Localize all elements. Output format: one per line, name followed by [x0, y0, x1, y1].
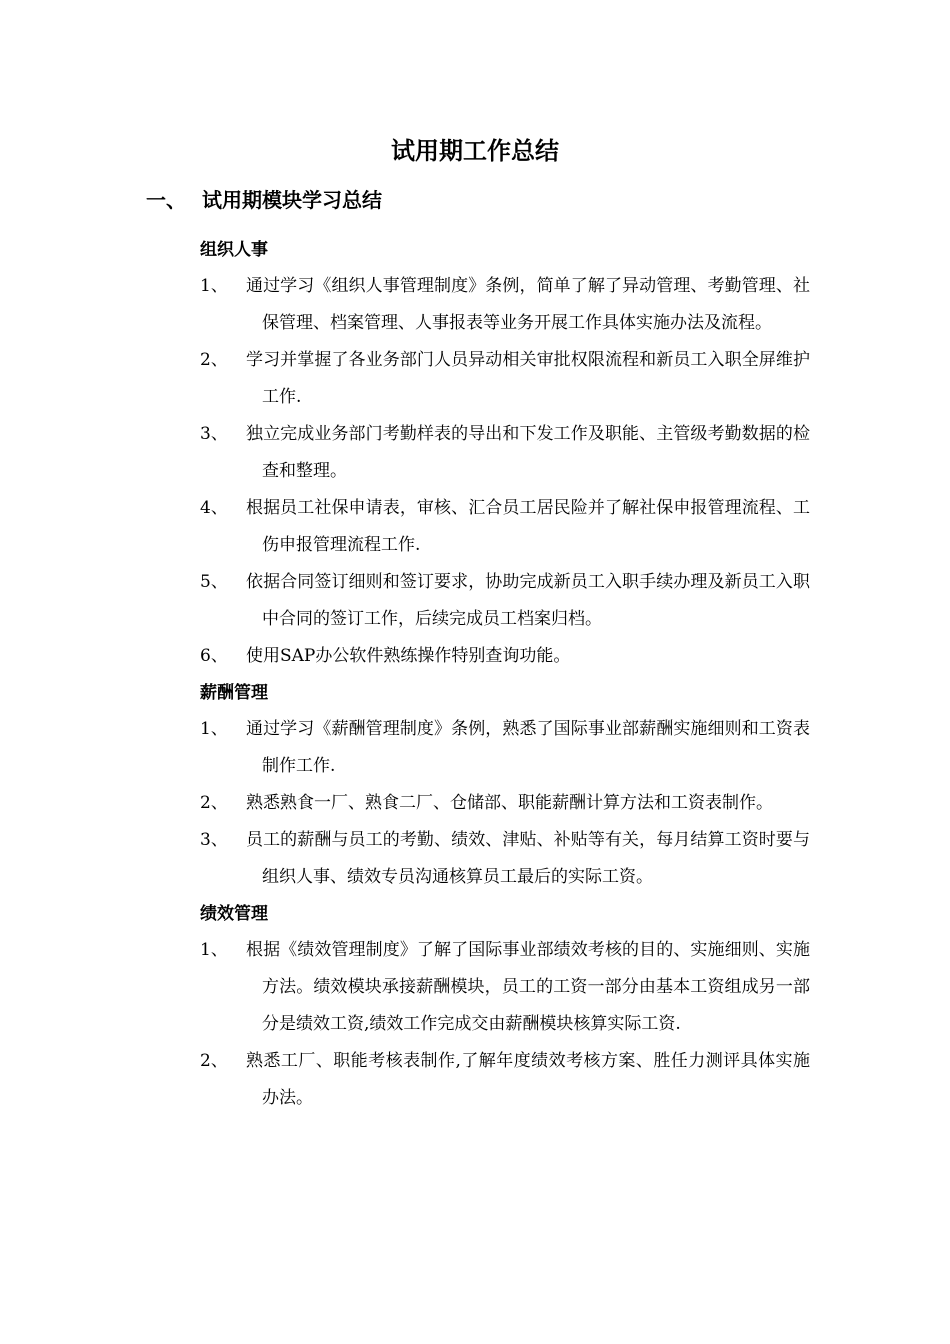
section-title: 试用期模块学习总结: [202, 188, 382, 212]
list-item-number: 2、: [200, 793, 228, 813]
list-item-number: 1、: [200, 276, 228, 296]
list-item-number: 1、: [200, 940, 228, 960]
list-item-text: 独立完成业务部门考勤样表的导出和下发工作及职能、主管级考勤数据的检查和整理。: [246, 424, 810, 481]
list-item-number: 6、: [200, 646, 228, 666]
list-item-text: 根据《绩效管理制度》了解了国际事业部绩效考核的目的、实施细则、实施方法。绩效模块承接薪酬模块，员工的工资一部分由基本工资组成另一部分是绩效工资,绩效工作完成交由薪酬模块核算实际工资.: [246, 940, 810, 1034]
page-title: 试用期工作总结: [391, 137, 559, 165]
list-item: [200, 785, 810, 822]
list-item: [200, 932, 810, 1043]
list-item-text: 通过学习《薪酬管理制度》条例，熟悉了国际事业部薪酬实施细则和工资表制作工作.: [246, 719, 810, 776]
list-item-text: 依据合同签订细则和签订要求，协助完成新员工入职手续办理及新员工入职中合同的签订工作，后续完成员工档案归档。: [246, 572, 810, 629]
group-organization-personnel: [200, 232, 810, 675]
list-item-number: 1、: [200, 719, 228, 739]
group-compensation: [200, 675, 810, 896]
list-item: [200, 268, 810, 342]
list-item: [200, 638, 810, 675]
list-item-text: 根据员工社保申请表，审核、汇合员工居民险并了解社保申报管理流程、工伤申报管理流程工作.: [246, 498, 810, 555]
list-item: [200, 822, 810, 896]
list-item: [200, 1043, 810, 1117]
list-item-number: 3、: [200, 424, 228, 444]
list-item-text: 通过学习《组织人事管理制度》条例，简单了解了异动管理、考勤管理、社保管理、档案管理、人事报表等业务开展工作具体实施办法及流程。: [246, 276, 810, 333]
list-item-number: 3、: [200, 830, 228, 850]
list-item: [200, 342, 810, 416]
list-item: [200, 711, 810, 785]
group-performance: [200, 896, 810, 1117]
list-item-text: 熟悉熟食一厂、熟食二厂、仓储部、职能薪酬计算方法和工资表制作。: [246, 793, 773, 813]
list-item-text: 使用SAP办公软件熟练操作特别查询功能。: [246, 646, 571, 666]
document-body: [200, 232, 810, 1117]
section-number: 一、: [146, 188, 186, 212]
group-heading: 薪酬管理: [200, 683, 268, 703]
list-item: [200, 416, 810, 490]
list-item-number: 2、: [200, 1051, 228, 1071]
list-item-text: 员工的薪酬与员工的考勤、绩效、津贴、补贴等有关，每月结算工资时要与组织人事、绩效专员沟通核算员工最后的实际工资。: [246, 830, 810, 887]
list-item: [200, 490, 810, 564]
list-item-number: 5、: [200, 572, 228, 592]
list-item-text: 学习并掌握了各业务部门人员异动相关审批权限流程和新员工入职全屏维护工作.: [246, 350, 810, 407]
group-heading: 绩效管理: [200, 904, 268, 924]
list-item: [200, 564, 810, 638]
group-heading: 组织人事: [200, 240, 268, 260]
list-item-number: 4、: [200, 498, 228, 518]
list-item-text: 熟悉工厂、职能考核表制作,了解年度绩效考核方案、胜任力测评具体实施办法。: [246, 1051, 810, 1108]
section-heading: [146, 184, 382, 216]
list-item-number: 2、: [200, 350, 228, 370]
